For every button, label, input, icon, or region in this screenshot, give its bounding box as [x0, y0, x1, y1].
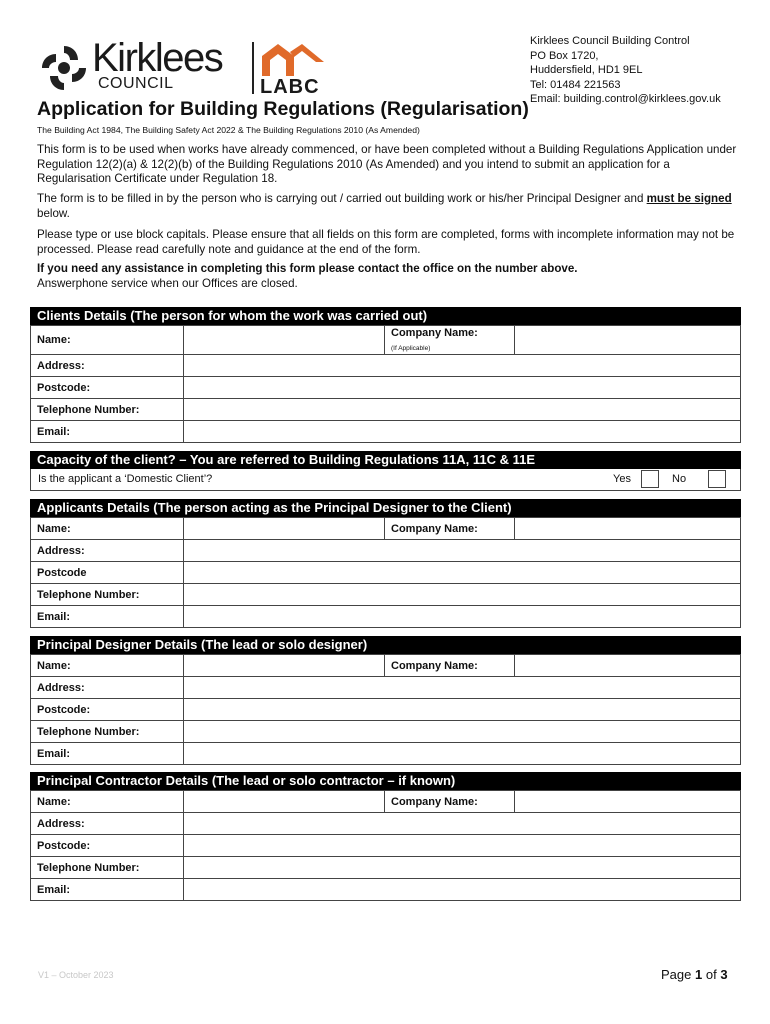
client-name-field[interactable]	[184, 326, 385, 355]
contractor-postcode-label: Postcode:	[31, 835, 184, 857]
designer-company-field[interactable]	[515, 655, 741, 677]
client-telephone-label: Telephone Number:	[31, 399, 184, 421]
designer-telephone-field[interactable]	[184, 721, 741, 743]
applicant-name-field[interactable]	[184, 518, 385, 540]
office-email: Email: building.control@kirklees.gov.uk	[530, 93, 721, 106]
assistance-text: If you need any assistance in completing this form please contact the office on the number above.	[37, 262, 578, 275]
intro-p2-text: The form is to be filled in by the person who is carrying out / carried out building work or his/her Principal Designer and	[37, 192, 647, 205]
contractor-telephone-label: Telephone Number:	[31, 857, 184, 879]
domestic-client-row	[30, 469, 741, 491]
intro-p2-end: below.	[37, 206, 70, 220]
principal-contractor-heading: Principal Contractor Details (The lead or solo contractor – if known)	[30, 772, 741, 790]
office-address	[530, 34, 721, 107]
contractor-address-label: Address:	[31, 813, 184, 835]
logo-labc-text: LABC	[260, 76, 320, 98]
designer-company-label: Company Name:	[385, 655, 515, 677]
logo-divider	[252, 42, 254, 94]
contractor-company-field[interactable]	[515, 791, 741, 813]
client-address-field[interactable]	[184, 355, 741, 377]
client-address-label: Address:	[31, 355, 184, 377]
applicants-details-heading: Applicants Details (The person acting as the Principal Designer to the Client)	[30, 499, 741, 517]
kirklees-swirl-icon	[38, 42, 90, 94]
logo-council-text: COUNCIL	[98, 75, 174, 92]
intro-paragraph-2	[37, 192, 737, 221]
principal-contractor-table	[30, 790, 741, 901]
contractor-address-field[interactable]	[184, 813, 741, 835]
client-company-field[interactable]	[515, 326, 741, 355]
clients-details-heading: Clients Details (The person for whom the work was carried out)	[30, 307, 741, 325]
client-company-note: (If Applicable)	[391, 345, 431, 352]
designer-postcode-label: Postcode:	[31, 699, 184, 721]
designer-email-label: Email:	[31, 743, 184, 765]
clients-details-section	[30, 307, 741, 443]
must-be-signed-text: must be signed	[646, 192, 732, 205]
office-phone: Tel: 01484 221563	[530, 78, 621, 91]
applicant-telephone-label: Telephone Number:	[31, 584, 184, 606]
designer-address-label: Address:	[31, 677, 184, 699]
office-line: Kirklees Council Building Control	[530, 35, 690, 47]
client-email-field[interactable]	[184, 421, 741, 443]
applicant-company-label: Company Name:	[385, 518, 515, 540]
applicant-email-field[interactable]	[184, 606, 741, 628]
capacity-heading: Capacity of the client? – You are referred to Building Regulations 11A, 11C & 11E	[30, 451, 741, 469]
principal-designer-section	[30, 636, 741, 765]
client-postcode-label: Postcode:	[31, 377, 184, 399]
office-line: PO Box 1720,	[530, 49, 599, 62]
yes-label: Yes	[613, 473, 631, 485]
contractor-postcode-field[interactable]	[184, 835, 741, 857]
contractor-name-field[interactable]	[184, 791, 385, 813]
applicant-address-label: Address:	[31, 540, 184, 562]
designer-name-field[interactable]	[184, 655, 385, 677]
principal-designer-table	[30, 654, 741, 765]
contractor-name-label: Name:	[31, 791, 184, 813]
office-line: Huddersfield, HD1 9EL	[530, 64, 643, 77]
domestic-client-question: Is the applicant a ‘Domestic Client’?	[38, 473, 213, 485]
yes-checkbox[interactable]	[641, 470, 659, 488]
intro-paragraph-1: This form is to be used when works have already commenced, or have been completed without a Building Regulations Application under Regulation 12(2)(a) & 12(2)(b) of the Building Regulations 2010 (As Amended) and you intend to submit an application for a Regularisation Certificate under Regulation 18.	[37, 143, 737, 186]
no-label: No	[672, 473, 687, 485]
page-title: Application for Building Regulations (Regularisation)	[37, 98, 529, 120]
no-checkbox[interactable]	[708, 470, 726, 488]
of-word: of	[705, 967, 717, 982]
client-company-label-text: Company Name:	[391, 327, 478, 339]
page-subtitle: The Building Act 1984, The Building Safety Act 2022 & The Building Regulations 2010 (As Amended)	[37, 125, 420, 135]
clients-details-table	[30, 325, 741, 443]
designer-name-label: Name:	[31, 655, 184, 677]
client-name-label: Name:	[31, 326, 184, 355]
page-word: Page	[661, 967, 692, 982]
client-postcode-field[interactable]	[184, 377, 741, 399]
client-email-label: Email:	[31, 421, 184, 443]
applicants-details-section	[30, 499, 741, 628]
page-total: 3	[720, 967, 728, 982]
page-number: 1	[695, 967, 703, 982]
principal-designer-heading: Principal Designer Details (The lead or solo designer)	[30, 636, 741, 654]
kirklees-logo	[38, 36, 338, 98]
applicant-address-field[interactable]	[184, 540, 741, 562]
answerphone-text: Answerphone service when our Offices are closed.	[37, 276, 298, 290]
logo-brand-text: Kirklees	[92, 36, 223, 80]
contractor-telephone-field[interactable]	[184, 857, 741, 879]
capacity-section	[30, 451, 741, 491]
applicants-details-table	[30, 517, 741, 628]
principal-contractor-section	[30, 772, 741, 901]
contractor-email-field[interactable]	[184, 879, 741, 901]
version-label: V1 – October 2023	[38, 970, 114, 980]
intro-paragraph-4	[37, 262, 737, 291]
applicant-telephone-field[interactable]	[184, 584, 741, 606]
applicant-postcode-field[interactable]	[184, 562, 741, 584]
client-company-label	[385, 326, 515, 355]
contractor-email-label: Email:	[31, 879, 184, 901]
applicant-email-label: Email:	[31, 606, 184, 628]
page-indicator	[661, 967, 728, 982]
applicant-name-label: Name:	[31, 518, 184, 540]
labc-roof-icon	[260, 42, 326, 76]
designer-postcode-field[interactable]	[184, 699, 741, 721]
designer-address-field[interactable]	[184, 677, 741, 699]
intro-paragraph-3: Please type or use block capitals. Please ensure that all fields on this form are completed, forms with incomplete information may not be processed. Please read carefully note and guidance at the end of the form.	[37, 228, 735, 256]
contractor-company-label: Company Name:	[385, 791, 515, 813]
applicant-postcode-label: Postcode	[31, 562, 184, 584]
designer-telephone-label: Telephone Number:	[31, 721, 184, 743]
client-telephone-field[interactable]	[184, 399, 741, 421]
designer-email-field[interactable]	[184, 743, 741, 765]
applicant-company-field[interactable]	[515, 518, 741, 540]
